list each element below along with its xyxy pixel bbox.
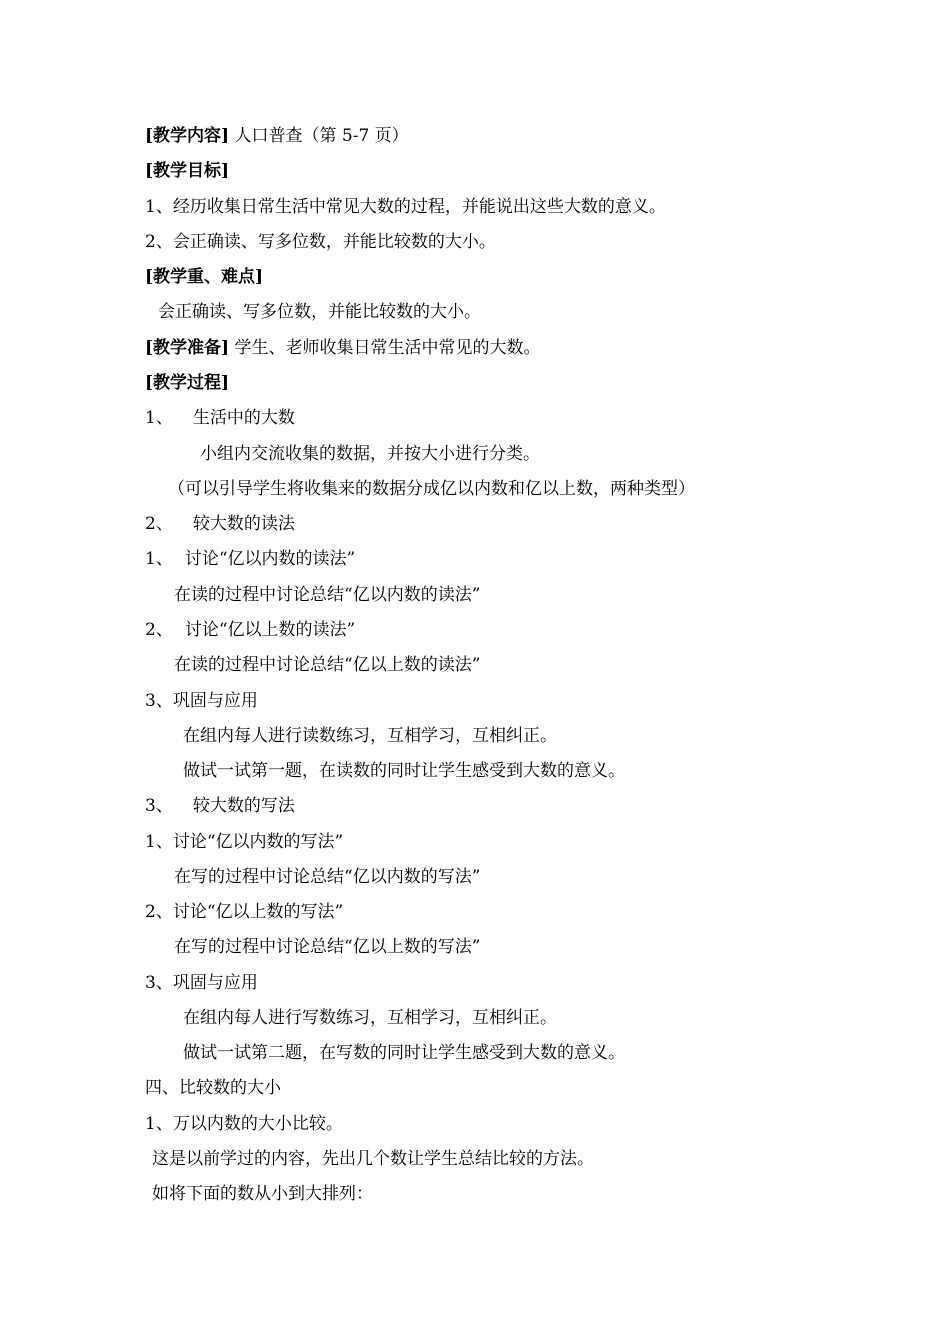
content-label: [教学内容] bbox=[145, 126, 230, 146]
content-text: 人口普查（第 5-7 页） bbox=[234, 126, 409, 146]
section-2-sub-1-text: 在读的过程中讨论总结“亿以内数的读法” bbox=[174, 585, 481, 605]
section-2-sub-2-title: 讨论“亿以上数的读法” bbox=[184, 620, 356, 640]
section-2-sub-2-text: 在读的过程中讨论总结“亿以上数的读法” bbox=[174, 655, 481, 675]
section-1-number: 1、 bbox=[145, 408, 173, 428]
goals-heading: [教学目标] bbox=[145, 161, 230, 181]
section-4-heading: 四、比较数的大小 bbox=[145, 1078, 281, 1098]
section-1-title: 生活中的大数 bbox=[192, 408, 295, 428]
goal-item-2: 2、会正确读、写多位数，并能比较数的大小。 bbox=[145, 232, 496, 252]
section-4-sub-1-text-2: 如将下面的数从小到大排列： bbox=[152, 1184, 373, 1204]
section-2-sub-3-text-2: 做试一试第一题，在读数的同时让学生感受到大数的意义。 bbox=[183, 761, 625, 781]
section-3-sub-2-text: 在写的过程中讨论总结“亿以上数的写法” bbox=[174, 937, 481, 957]
process-heading: [教学过程] bbox=[145, 373, 230, 393]
preparation-label: [教学准备] bbox=[145, 338, 230, 358]
section-4-sub-1-text-1: 这是以前学过的内容，先出几个数让学生总结比较的方法。 bbox=[152, 1149, 594, 1169]
section-2-heading bbox=[145, 507, 295, 542]
section-3-sub-3-text-2: 做试一试第二题，在写数的同时让学生感受到大数的意义。 bbox=[183, 1043, 625, 1063]
key-points-text: 会正确读、写多位数，并能比较数的大小。 bbox=[158, 302, 481, 322]
section-3-title: 较大数的写法 bbox=[192, 796, 295, 816]
preparation-text: 学生、老师收集日常生活中常见的大数。 bbox=[234, 338, 541, 358]
section-3-number: 3、 bbox=[145, 796, 173, 816]
section-2-sub-1-title: 讨论“亿以内数的读法” bbox=[184, 549, 356, 569]
section-2-sub-2-heading bbox=[145, 613, 355, 648]
preparation-line bbox=[145, 331, 541, 366]
section-2-sub-3-heading: 3、巩固与应用 bbox=[145, 691, 258, 711]
section-2-title: 较大数的读法 bbox=[192, 514, 295, 534]
section-3-sub-3-heading: 3、巩固与应用 bbox=[145, 973, 258, 993]
section-2-sub-1-number: 1、 bbox=[145, 549, 173, 569]
section-3-sub-1-text: 在写的过程中讨论总结“亿以内数的写法” bbox=[174, 867, 481, 887]
section-2-sub-1-heading bbox=[145, 542, 355, 577]
section-1-text-1: 小组内交流收集的数据，并按大小进行分类。 bbox=[200, 444, 540, 464]
section-2-sub-3-text-1: 在组内每人进行读数练习，互相学习，互相纠正。 bbox=[183, 726, 557, 746]
key-points-heading: [教学重、难点] bbox=[145, 267, 264, 287]
section-1-text-2: （可以引导学生将收集来的数据分成亿以内数和亿以上数，两种类型） bbox=[168, 479, 695, 499]
section-3-heading bbox=[145, 789, 295, 824]
section-3-sub-2-heading: 2、讨论“亿以上数的写法” bbox=[145, 902, 344, 922]
section-1-heading bbox=[145, 401, 295, 436]
goal-item-1: 1、经历收集日常生活中常见大数的过程，并能说出这些大数的意义。 bbox=[145, 197, 666, 217]
content-line bbox=[145, 119, 409, 154]
section-4-sub-1-heading: 1、万以内数的大小比较。 bbox=[145, 1114, 343, 1134]
section-2-number: 2、 bbox=[145, 514, 173, 534]
section-2-sub-2-number: 2、 bbox=[145, 620, 173, 640]
section-3-sub-1-heading: 1、讨论“亿以内数的写法” bbox=[145, 832, 344, 852]
section-3-sub-3-text-1: 在组内每人进行写数练习，互相学习，互相纠正。 bbox=[183, 1008, 557, 1028]
